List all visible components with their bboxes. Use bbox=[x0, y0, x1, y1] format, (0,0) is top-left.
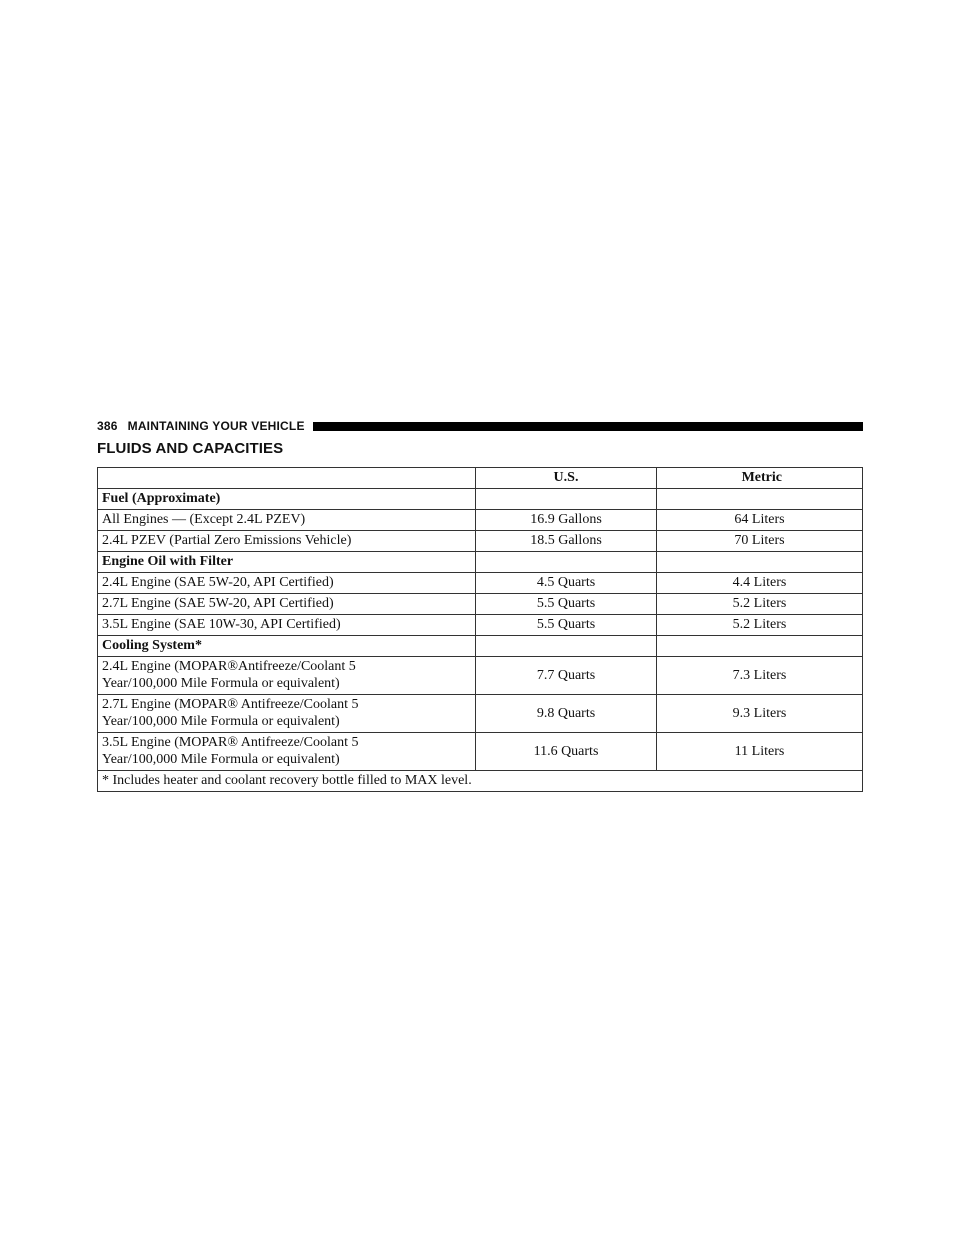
row-us-value: 18.5 Gallons bbox=[476, 531, 657, 552]
row-label bbox=[98, 657, 476, 695]
table-row bbox=[98, 573, 863, 594]
row-label: Cooling System* bbox=[98, 636, 476, 657]
row-us-value bbox=[476, 552, 657, 573]
capacities-table bbox=[97, 467, 863, 792]
table-header-row bbox=[98, 468, 863, 489]
table-row bbox=[98, 552, 863, 573]
section-name: MAINTAINING YOUR VEHICLE bbox=[127, 419, 305, 433]
row-metric-value bbox=[657, 552, 863, 573]
row-us-value: 5.5 Quarts bbox=[476, 615, 657, 636]
row-label-line: 2.7L Engine (MOPAR® Antifreeze/Coolant 5 bbox=[102, 697, 359, 712]
row-label-line: Year/100,000 Mile Formula or equivalent) bbox=[102, 752, 340, 767]
column-header-us: U.S. bbox=[476, 468, 657, 489]
row-label-line: Year/100,000 Mile Formula or equivalent) bbox=[102, 714, 340, 729]
table-footnote: * Includes heater and coolant recovery bottle filled to MAX level. bbox=[98, 771, 863, 792]
table-row bbox=[98, 657, 863, 695]
row-metric-value bbox=[657, 489, 863, 510]
row-us-value: 16.9 Gallons bbox=[476, 510, 657, 531]
row-us-value bbox=[476, 636, 657, 657]
row-metric-value: 64 Liters bbox=[657, 510, 863, 531]
row-label: 2.4L Engine (SAE 5W-20, API Certified) bbox=[98, 573, 476, 594]
page-title: FLUIDS AND CAPACITIES bbox=[97, 440, 284, 457]
row-us-value: 11.6 Quarts bbox=[476, 733, 657, 771]
row-metric-value: 5.2 Liters bbox=[657, 615, 863, 636]
column-header-label bbox=[98, 468, 476, 489]
row-label-line: 3.5L Engine (MOPAR® Antifreeze/Coolant 5 bbox=[102, 735, 359, 750]
row-metric-value: 9.3 Liters bbox=[657, 695, 863, 733]
table-row bbox=[98, 733, 863, 771]
row-us-value: 5.5 Quarts bbox=[476, 594, 657, 615]
row-label bbox=[98, 733, 476, 771]
header-rule bbox=[313, 422, 863, 431]
row-metric-value bbox=[657, 636, 863, 657]
row-label-line: Year/100,000 Mile Formula or equivalent) bbox=[102, 676, 340, 691]
row-label: 3.5L Engine (SAE 10W-30, API Certified) bbox=[98, 615, 476, 636]
table-row bbox=[98, 510, 863, 531]
row-label: 2.7L Engine (SAE 5W-20, API Certified) bbox=[98, 594, 476, 615]
row-label bbox=[98, 695, 476, 733]
row-label: All Engines — (Except 2.4L PZEV) bbox=[98, 510, 476, 531]
row-label: Fuel (Approximate) bbox=[98, 489, 476, 510]
row-us-value: 4.5 Quarts bbox=[476, 573, 657, 594]
table-footnote-row bbox=[98, 771, 863, 792]
row-label: Engine Oil with Filter bbox=[98, 552, 476, 573]
row-label: 2.4L PZEV (Partial Zero Emissions Vehicle) bbox=[98, 531, 476, 552]
table-row bbox=[98, 594, 863, 615]
row-us-value: 7.7 Quarts bbox=[476, 657, 657, 695]
row-label-line: 2.4L Engine (MOPAR®Antifreeze/Coolant 5 bbox=[102, 659, 356, 674]
page-header bbox=[97, 417, 863, 435]
table-row bbox=[98, 489, 863, 510]
column-header-metric: Metric bbox=[657, 468, 863, 489]
table-row bbox=[98, 636, 863, 657]
row-metric-value: 11 Liters bbox=[657, 733, 863, 771]
row-us-value: 9.8 Quarts bbox=[476, 695, 657, 733]
row-metric-value: 5.2 Liters bbox=[657, 594, 863, 615]
row-metric-value: 70 Liters bbox=[657, 531, 863, 552]
table-row bbox=[98, 615, 863, 636]
row-metric-value: 7.3 Liters bbox=[657, 657, 863, 695]
row-us-value bbox=[476, 489, 657, 510]
table-row bbox=[98, 695, 863, 733]
row-metric-value: 4.4 Liters bbox=[657, 573, 863, 594]
table-row bbox=[98, 531, 863, 552]
page-number: 386 bbox=[97, 419, 118, 433]
